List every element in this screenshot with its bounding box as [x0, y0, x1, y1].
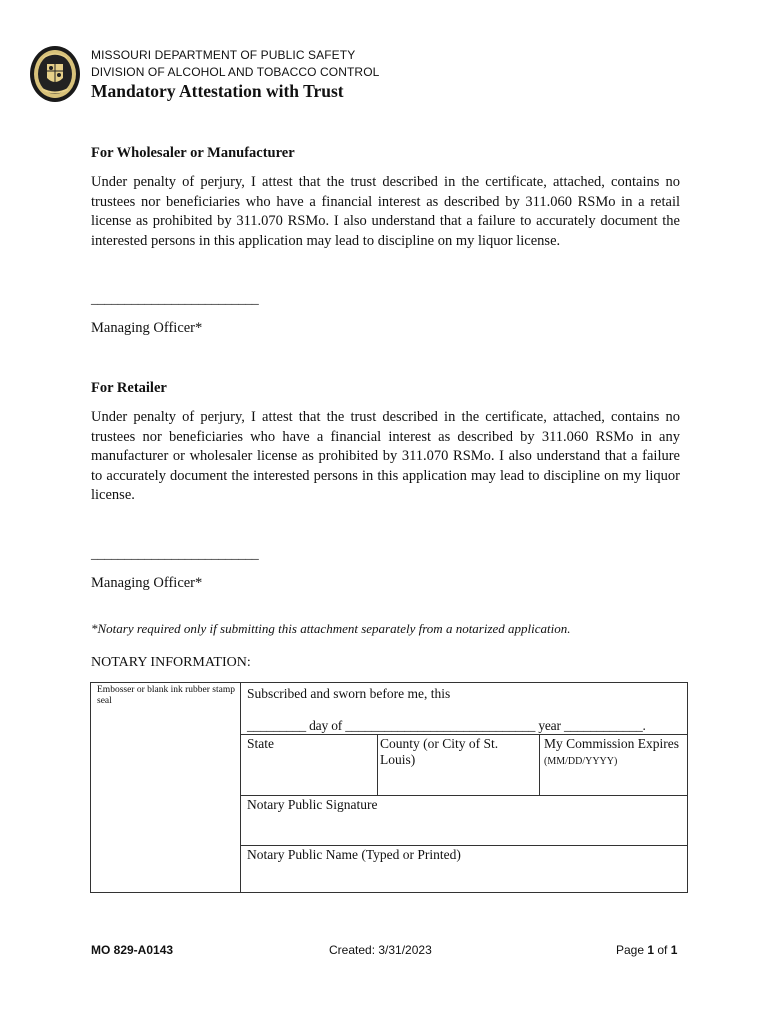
- agency-line-1: MISSOURI DEPARTMENT OF PUBLIC SAFETY: [91, 48, 356, 62]
- wholesaler-signature-label: Managing Officer*: [91, 320, 203, 336]
- notary-table: [90, 682, 688, 893]
- page-prefix: Page: [616, 943, 648, 957]
- commission-label-text: My Commission Expires: [544, 736, 680, 751]
- commission-date-format: (MM/DD/YYYY): [544, 756, 618, 767]
- retailer-heading: For Retailer: [91, 380, 167, 396]
- subscribed-text: Subscribed and sworn before me, this: [247, 686, 451, 701]
- wholesaler-heading: For Wholesaler or Manufacturer: [91, 145, 295, 161]
- notary-heading: NOTARY INFORMATION:: [91, 655, 251, 670]
- missouri-seal-icon: [29, 44, 81, 104]
- form-number: MO 829-A0143: [91, 943, 174, 957]
- wholesaler-attestation-text: Under penalty of perjury, I attest that the trust described in the certificate, attached, contains no trustees nor beneficiaries who have a financial interest as described by 311.060 RSMo in a retail license as prohibited by 311.070 RSMo. I also understand that a failure to accurately document the interested persons in this application may lead to discipline on my liquor license.: [91, 174, 680, 249]
- agency-line-2: DIVISION OF ALCOHOL AND TOBACCO CONTROL: [91, 65, 380, 79]
- seal-box-label: Embosser or blank ink rubber stamp seal: [97, 685, 235, 706]
- created-date: Created: 3/31/2023: [329, 943, 432, 957]
- notary-name-label[interactable]: Notary Public Name (Typed or Printed): [247, 847, 461, 862]
- seal-box[interactable]: [91, 713, 240, 892]
- page-indicator: [616, 943, 677, 957]
- date-line[interactable]: _________ day of _____________________________ year ____________.: [247, 718, 646, 733]
- page-title: Mandatory Attestation with Trust: [91, 81, 344, 101]
- retailer-signature-line[interactable]: _________________________: [91, 547, 259, 562]
- wholesaler-signature-line[interactable]: _________________________: [91, 292, 259, 307]
- page-total: 1: [670, 943, 678, 957]
- county-field-label[interactable]: County (or City of St. Louis): [380, 736, 499, 767]
- retailer-attestation-text: Under penalty of perjury, I attest that the trust described in the certificate, attached, contains no trustees nor beneficiaries who have a financial interest as described by 311.060 RSMo in any manufacturer or wholesaler license as prohibited by 311.070 RSMo. I also understand that a failure to accurately document the interested persons in this application may lead to discipline on my liquor license.: [91, 409, 680, 504]
- page-current: 1: [647, 943, 655, 957]
- notary-signature-label[interactable]: Notary Public Signature: [247, 797, 378, 812]
- page-of: of: [654, 943, 671, 957]
- notary-note: *Notary required only if submitting this attachment separately from a notarized application.: [91, 621, 571, 636]
- retailer-signature-label: Managing Officer*: [91, 575, 203, 591]
- state-field-label[interactable]: State: [247, 736, 274, 751]
- commission-field-label[interactable]: [544, 736, 684, 770]
